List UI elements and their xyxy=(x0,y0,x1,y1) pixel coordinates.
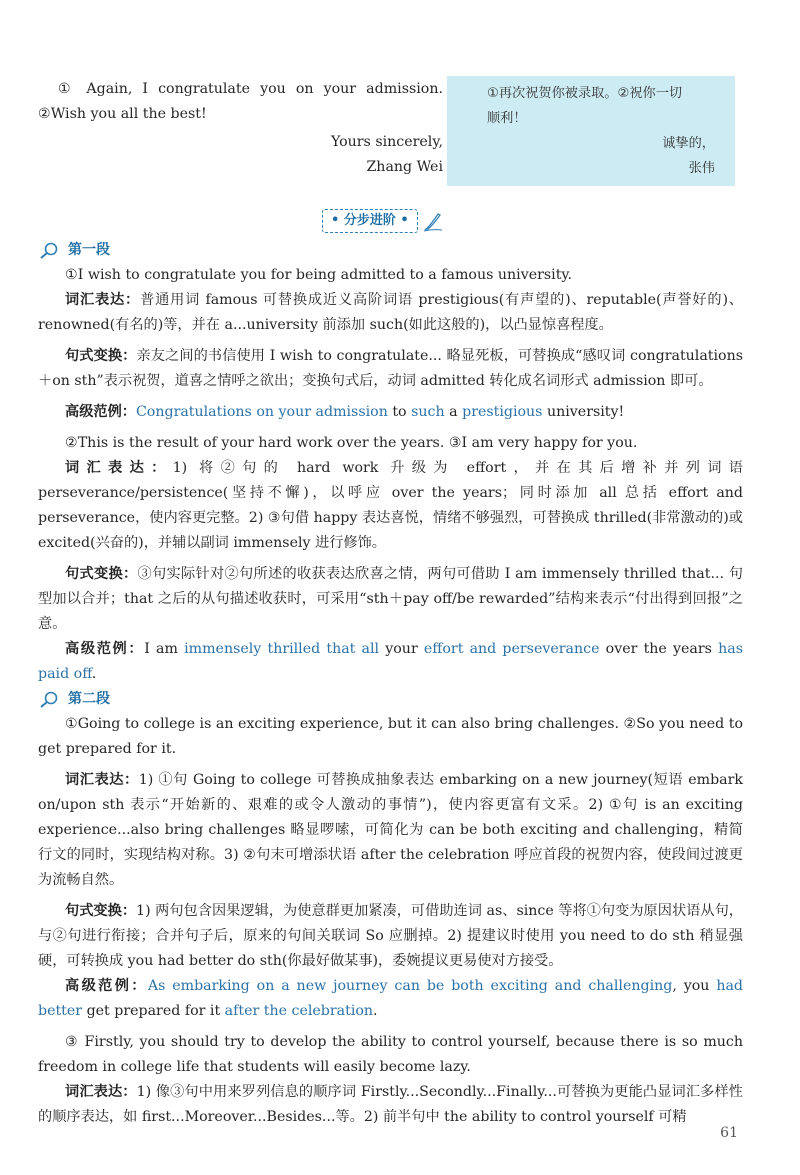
section-2-heading xyxy=(38,687,743,712)
model-part: had better xyxy=(38,978,743,1019)
letter-signature: Zhang Wei xyxy=(366,159,443,175)
model-part: over the years xyxy=(599,641,719,657)
model-part: immensely thrilled that all xyxy=(184,641,380,657)
model-part: Congratulations on your admission xyxy=(135,404,388,420)
syntax-text: 1) 两句包含因果逻辑，为使意群更加紧凑，可借助连词 as、since 等将①句变为原因状语从句，与②句进行衔接；合并句子后，原来的句间关联词 So 应删掉。2) 提建议时使用 you need to do sth 稍显强硬，可转换成 you had better do sth(你最好做某事)，委婉提议更易使对方接受。 xyxy=(38,903,743,969)
model-part: after the celebration xyxy=(224,1003,374,1019)
section-1-heading xyxy=(38,238,743,263)
section-2-sentence-1: ①Going to college is an exciting experience, but it can also bring challenges. ②So you need to get prepared for it. xyxy=(38,716,744,757)
vocab-text: 1) 将②句的 hard work 升级为 effort，并在其后增补并列词语 perseverance/persistence(坚持不懈)，以呼应 over the years；同时添加 all 总括 effort and perseverance，使内容更完整。2) ③句借 happy 表达喜悦，情绪不够强烈，可替换成 thrilled(非常激动的)或 excited(兴奋的)，并辅以副词 immensely 进行修饰。 xyxy=(38,460,743,551)
model-part: get prepared for it xyxy=(82,1003,225,1019)
model-part: university! xyxy=(542,404,625,420)
section-1-vocab-2 xyxy=(38,456,743,556)
syntax-label: 句式变换： xyxy=(65,566,138,582)
syntax-text: ③句实际针对②句所述的收获表达欣喜之情，两句可借助 I am immensely thrilled that... 句型加以合并；that 之后的从句描述收获时，可采用“sth＋pay off/be rewarded”结构来表示“付出得到回报”之意。 xyxy=(38,566,743,632)
letter-line-2: ②Wish you all the best! xyxy=(38,106,207,122)
model-part: a xyxy=(444,404,463,420)
vocab-text: 1) ①句 Going to college 可替换成抽象表达 embarking on a new journey(短语 embark on/upon sth 表示“开始新的、艰难的或令人激动的事情”)，使内容更富有文采。2) ①句 is an exciting experience...also bring challenges 略显啰嗦，可简化为 can be both exciting and challenging，精简行文的同时，实现结构对称。3) ②句末可增添状语 after the celebration 呼应首段的祝贺内容，使段间过渡更为流畅自然。 xyxy=(38,772,743,888)
section-1-title: 第一段 xyxy=(68,242,110,258)
pen-icon xyxy=(422,210,444,232)
letter-closing: Yours sincerely, xyxy=(330,134,443,150)
model-part: . xyxy=(91,666,97,682)
vocab-text: 1) 像③句中用来罗列信息的顺序词 Firstly...Secondly...Finally...可替换为更能凸显词汇多样性的顺序表达，如 first...Moreover...Besides...等。2) 前半句中 the ability to control yourself 可精 xyxy=(38,1084,743,1125)
vocab-text: 普通用词 famous 可替换成近义高阶词语 prestigious(有声望的)、reputable(声誉好的)、renowned(有名的)等，并在 a...university 前添加 such(如此这般的)，以凸显惊喜程度。 xyxy=(38,292,743,333)
section-2-sentence-3: ③ Firstly, you should try to develop the ability to control yourself, because there is so much freedom in college life that students will easily become lazy. xyxy=(38,1034,743,1075)
note-line-2: 顺利！ xyxy=(487,111,527,126)
note-line-1: ①再次祝贺你被录取。②祝你一切 xyxy=(487,86,683,101)
section-2-syntax-1 xyxy=(38,899,743,974)
letter-line-1: ① Again, I congratulate you on your admission. xyxy=(58,81,443,97)
magnifier-icon xyxy=(38,242,60,260)
section-1-syntax-2 xyxy=(38,562,743,637)
model-part: As embarking on a new journey can be both exciting and challenging xyxy=(147,978,673,994)
model-part: to xyxy=(387,404,412,420)
section-2-title: 第二段 xyxy=(68,691,110,707)
model-part: prestigious xyxy=(462,404,543,420)
model-part: such xyxy=(411,404,445,420)
letter-section xyxy=(38,77,443,180)
model-label: 高级范例： xyxy=(65,641,145,657)
syntax-label: 句式变换： xyxy=(65,348,137,364)
note-closing: 诚挚的， xyxy=(662,136,715,151)
section-1-model-2 xyxy=(38,637,743,687)
heading-label: • 分步进阶 • xyxy=(322,209,418,233)
vocab-label: 词汇表达： xyxy=(65,1084,137,1100)
model-part: your xyxy=(379,641,424,657)
section-heading xyxy=(322,208,444,234)
syntax-text: 亲友之间的书信使用 I wish to congratulate... 略显死板，可替换成“感叹词 congratulations＋on sth”表示祝贺，道喜之情呼之欲出；变换句式后，动词 admitted 转化成名词形式 admission 即可。 xyxy=(38,348,743,389)
syntax-label: 句式变换： xyxy=(65,903,137,919)
vocab-label: 词汇表达： xyxy=(65,772,139,788)
section-1-vocab-1 xyxy=(38,288,743,338)
section-2-vocab-1 xyxy=(38,768,743,893)
model-part: effort and perseverance xyxy=(423,641,600,657)
model-part: I am xyxy=(144,641,185,657)
model-label: 高级范例： xyxy=(65,404,136,420)
translation-note xyxy=(447,76,735,186)
section-2-model-1 xyxy=(38,974,743,1024)
page-number: 61 xyxy=(720,1125,738,1141)
section-1-sentence-2: ②This is the result of your hard work over the years. ③I am very happy for you. xyxy=(65,435,638,451)
model-part: , you xyxy=(672,978,717,994)
section-2-vocab-3 xyxy=(38,1080,743,1130)
section-1-syntax-1 xyxy=(38,344,743,394)
section-1-sentence-1: ①I wish to congratulate you for being admitted to a famous university. xyxy=(65,267,573,283)
vocab-label: 词汇表达： xyxy=(65,292,141,308)
model-part: . xyxy=(373,1003,378,1019)
magnifier-icon xyxy=(38,691,60,709)
model-label: 高级范例： xyxy=(65,978,148,994)
main-content xyxy=(38,238,743,1130)
vocab-label: 词汇表达： xyxy=(65,460,173,476)
section-1-model-1 xyxy=(38,400,743,425)
model-part: has paid off xyxy=(38,641,743,682)
note-signature: 张伟 xyxy=(688,161,715,176)
